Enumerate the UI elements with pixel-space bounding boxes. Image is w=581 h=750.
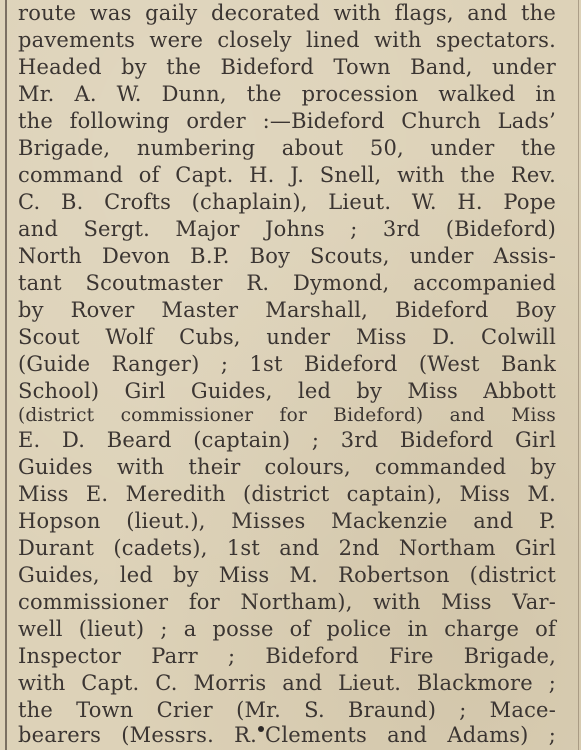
article-line: Mr. A. W. Dunn, the procession walked in xyxy=(18,82,556,106)
article-line: School) Girl Guides, led by Miss Abbott xyxy=(18,379,556,403)
article-line: with Capt. C. Morris and Lieut. Blackmore ; xyxy=(18,671,556,695)
ink-blot xyxy=(258,726,264,732)
article-line: Brigade, numbering about 50, under the xyxy=(18,136,556,160)
article-line-last xyxy=(18,723,556,747)
article-line: Scout Wolf Cubs, under Miss D. Colwill xyxy=(18,325,556,349)
article-line: route was gaily decorated with flags, and the xyxy=(18,1,556,25)
article-line: Miss E. Meredith (district captain), Miss M. xyxy=(18,482,556,506)
article-line: pavements were closely lined with spectators. xyxy=(18,28,556,52)
article-line: C. B. Crofts (chaplain), Lieut. W. H. Pope xyxy=(18,190,556,214)
article-line: Guides with their colours, commanded by xyxy=(18,455,556,479)
article-line: Headed by the Bideford Town Band, under xyxy=(18,55,556,79)
article-line: commissioner for Northam), with Miss Var- xyxy=(18,590,556,614)
article-line: (district commissioner for Bideford) and Miss xyxy=(18,405,556,426)
article-line: Durant (cadets), 1st and 2nd Northam Girl xyxy=(18,536,556,560)
article-line: tant Scoutmaster R. Dymond, accompanied xyxy=(18,271,556,295)
article-line: Hopson (lieut.), Misses Mackenzie and P. xyxy=(18,509,556,533)
article-line: by Rover Master Marshall, Bideford Boy xyxy=(18,298,556,322)
article-line-part: Clements and Adams) ; xyxy=(265,723,556,747)
article-line: the Town Crier (Mr. S. Braund) ; Mace- xyxy=(18,698,556,722)
article-line: Guides, led by Miss M. Robertson (district xyxy=(18,563,556,587)
article-line: (Guide Ranger) ; 1st Bideford (West Bank xyxy=(18,352,556,376)
article-line: North Devon B.P. Boy Scouts, under Assis- xyxy=(18,244,556,268)
article-line: and Sergt. Major Johns ; 3rd (Bideford) xyxy=(18,217,556,241)
article-line: command of Capt. H. J. Snell, with the Rev. xyxy=(18,163,556,187)
article-line: Inspector Parr ; Bideford Fire Brigade, xyxy=(18,644,556,668)
column-rule-left xyxy=(5,0,7,750)
article-line: well (lieut) ; a posse of police in charge of xyxy=(18,617,556,641)
article-line: E. D. Beard (captain) ; 3rd Bideford Girl xyxy=(18,428,556,452)
article-line-part: bearers (Messrs. R. xyxy=(18,723,258,747)
column-rule-right xyxy=(578,0,579,750)
article-line: the following order :—Bideford Church Lads’ xyxy=(18,109,556,133)
